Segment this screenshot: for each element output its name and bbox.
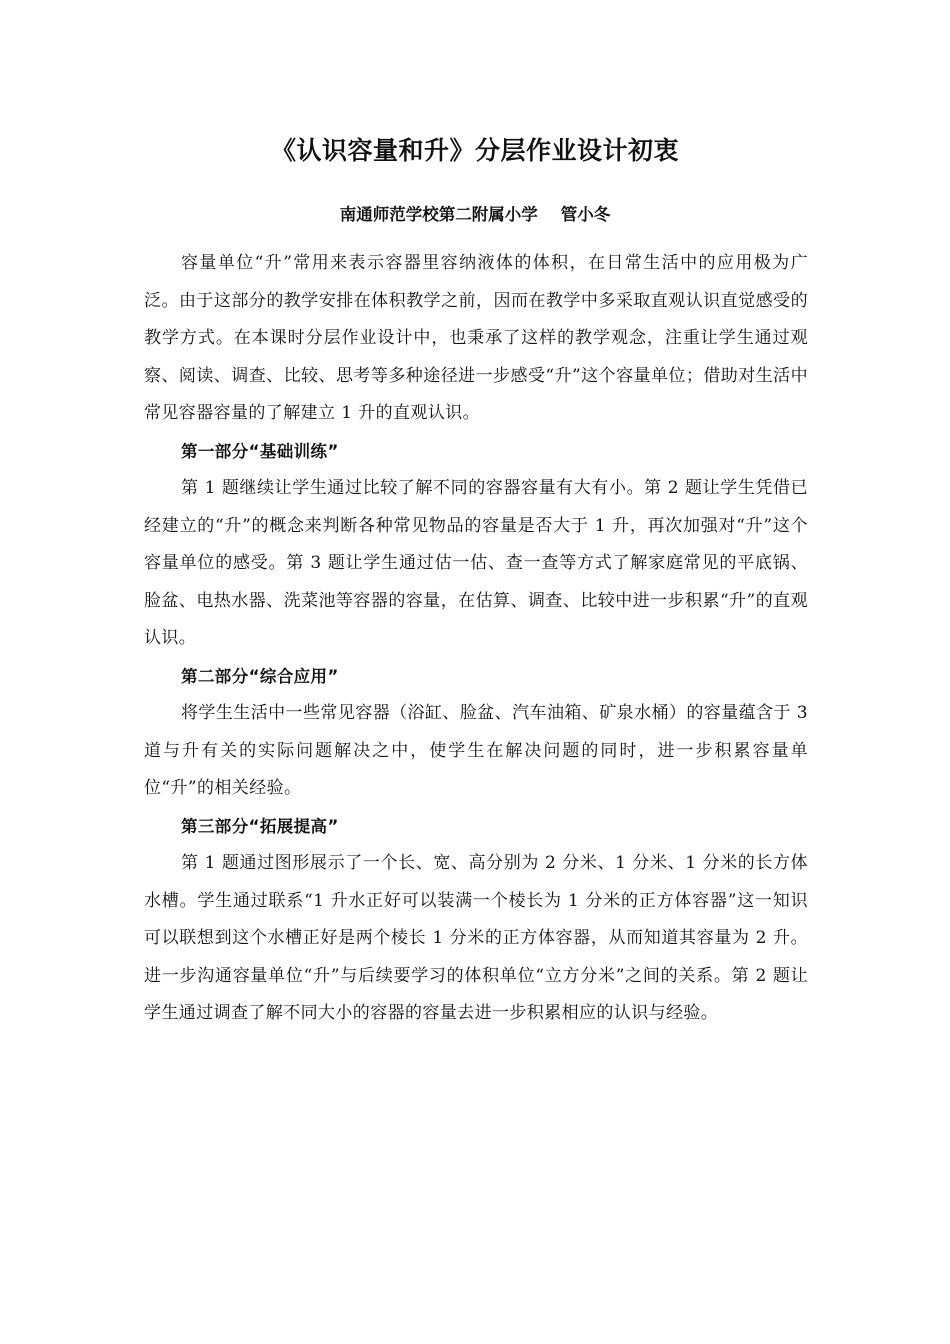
section-paragraph-basic-training: 第 1 题继续让学生通过比较了解不同的容器容量有大有小。第 2 题让学生凭借已经建立的“升”的概念来判断各种常见物品的容量是否大于 1 升，再次加强对“升”这个容量单位的感受。第 3 题让学生通过估一估、查一查等方式了解家庭常见的平底锅、脸盆、电热水器、洗菜池等容器的容量，在估算、调查、比较中进一步积累“升”的直观认识。 bbox=[144, 478, 808, 648]
document-body bbox=[144, 245, 808, 1033]
section-paragraph-extension: 第 1 题通过图形展示了一个长、宽、高分别为 2 分米、1 分米、1 分米的长方体水槽。学生通过联系“1 升水正好可以装满一个棱长为 1 分米的正方体容器”这一知识可以联想到这个水槽正好是两个棱长 1 分米的正方体容器，从而知道其容量为 2 升。进一步沟通容量单位“升”与后续要学习的体积单位“立方分米”之间的关系。第 2 题让学生通过调查了解不同大小的容器的容量去进一步积累相应的认识与经验。 bbox=[144, 853, 808, 1023]
section-paragraph-comprehensive-application: 将学生生活中一些常见容器（浴缸、脸盆、汽车油箱、矿泉水桶）的容量蕴含于 3 道与升有关的实际问题解决之中，使学生在解决问题的同时，进一步积累容量单位“升”的相关经验。 bbox=[144, 703, 808, 798]
document-title: 《认识容量和升》分层作业设计初衷 bbox=[270, 136, 679, 165]
section-heading-extension: 第三部分“拓展提高” bbox=[181, 816, 339, 836]
section-heading-comprehensive-application: 第二部分“综合应用” bbox=[181, 666, 339, 686]
section-heading-basic-training: 第一部分“基础训练” bbox=[181, 441, 339, 461]
author-line: 南通师范学校第二附属小学 管小冬 bbox=[339, 205, 611, 224]
intro-paragraph: 容量单位“升”常用来表示容器里容纳液体的体积，在日常生活中的应用极为广泛。由于这部分的教学安排在体积教学之前，因而在教学中多采取直观认识直觉感受的教学方式。在本课时分层作业设计中，也秉承了这样的教学观念，注重让学生通过观察、阅读、调查、比较、思考等多种途径进一步感受“升”这个容量单位；借助对生活中常见容器容量的了解建立 1 升的直观认识。 bbox=[144, 253, 808, 423]
